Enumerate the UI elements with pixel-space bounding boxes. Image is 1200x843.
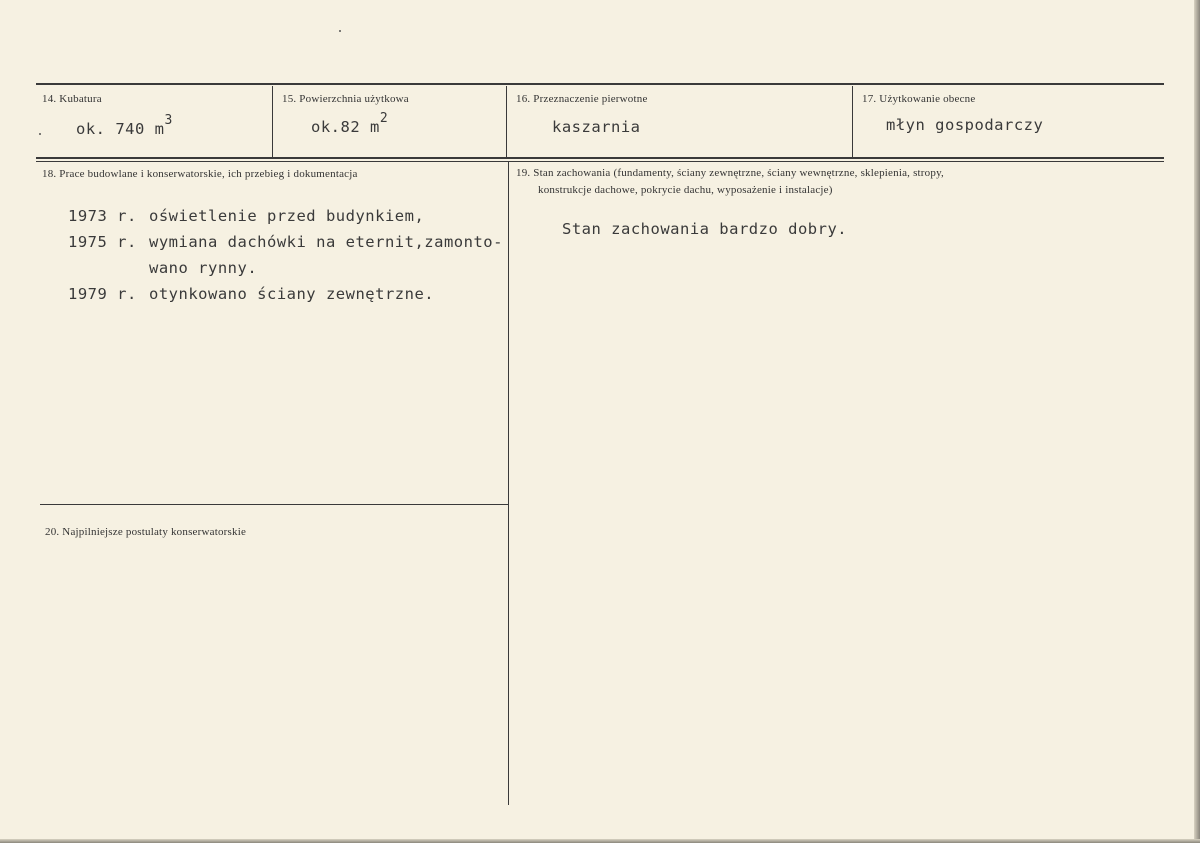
divider-main	[508, 162, 509, 805]
divider-15-16	[506, 86, 507, 157]
field-14-value	[76, 113, 173, 138]
field-18-entry-year: 1979 r.	[68, 285, 137, 303]
field-19-value: Stan zachowania bardzo dobry.	[562, 220, 848, 238]
row1-bottom-rule-2	[36, 161, 1164, 162]
field-14-exponent: 3	[164, 113, 173, 128]
divider-14-15	[272, 86, 273, 157]
row1-bottom-rule	[36, 157, 1164, 159]
page-edge-bottom	[0, 839, 1200, 843]
section18-bottom-rule	[40, 504, 508, 505]
field-15-label: 15. Powierzchnia użytkowa	[282, 93, 409, 105]
field-19-label-line2: konstrukcje dachowe, pokrycie dachu, wyposażenie i instalacje)	[538, 184, 833, 196]
field-18-entry-text: wymiana dachówki na eternit,zamonto-	[149, 233, 503, 251]
field-18-entry-text: wano rynny.	[149, 259, 258, 277]
field-18-label: 18. Prace budowlane i konserwatorskie, ich przebieg i dokumentacja	[42, 168, 358, 180]
field-17-label: 17. Użytkowanie obecne	[862, 93, 976, 105]
field-18-entry-text: otynkowano ściany zewnętrzne.	[149, 285, 435, 303]
divider-16-17	[852, 86, 853, 157]
field-18-entry-year: 1975 r.	[68, 233, 137, 251]
field-15-exponent: 2	[379, 111, 389, 126]
field-15-value-text: ok.82 m	[311, 118, 380, 136]
field-16-value: kaszarnia	[552, 118, 641, 136]
field-14-label: 14. Kubatura	[42, 93, 102, 105]
top-rule	[36, 83, 1164, 85]
field-15-value	[311, 111, 389, 136]
field-16-label: 16. Przeznaczenie pierwotne	[516, 93, 648, 105]
field-18-entry-year: 1973 r.	[68, 207, 137, 225]
field-14-value-text: ok. 740 m	[76, 120, 165, 138]
field-18-entry-text: oświetlenie przed budynkiem,	[149, 207, 425, 225]
ink-speck	[339, 30, 341, 32]
page-edge-right	[1194, 0, 1200, 843]
field-17-value: młyn gospodarczy	[886, 116, 1044, 134]
field-19-label-line1: 19. Stan zachowania (fundamenty, ściany zewnętrzne, ściany wewnętrzne, sklepienia, stropy,	[516, 167, 945, 179]
ink-speck	[39, 133, 41, 135]
field-20-label: 20. Najpilniejsze postulaty konserwatorskie	[45, 526, 247, 538]
